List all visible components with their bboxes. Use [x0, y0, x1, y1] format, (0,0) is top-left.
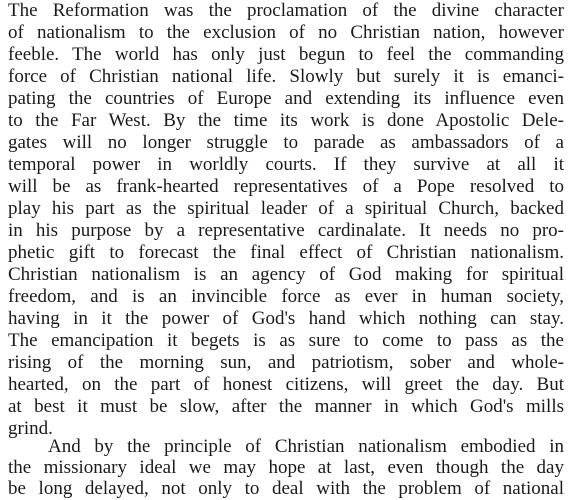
text-line: having in it the power of God's hand which nothing can stay.: [8, 308, 564, 329]
text-line: And by the principle of Christian nationalism embodied in: [48, 436, 564, 457]
text-line: will be as frank-hearted representatives of a Pope resolved to: [8, 176, 564, 197]
text-line: The emancipation it begets is as sure to come to pass as the: [8, 330, 564, 351]
text-line: to the Far West. By the time its work is done Apostolic Dele-: [8, 110, 564, 131]
text-line: gates will no longer struggle to parade as ambassadors of a: [8, 132, 564, 153]
text-line: feeble. The world has only just begun to feel the commanding: [8, 44, 564, 65]
text-line: grind.: [8, 418, 53, 439]
text-line: hearted, on the part of honest citizens, will greet the day. But: [8, 374, 564, 395]
text-line: phetic gift to forecast the final effect of Christian nationalism.: [8, 242, 564, 263]
text-line: rising of the morning sun, and patriotism, sober and whole-: [8, 352, 564, 373]
text-line: freedom, and is an invincible force as ever in human society,: [8, 286, 564, 307]
text-line: Christian nationalism is an agency of God making for spiritual: [8, 264, 564, 285]
text-line: be long delayed, not only to deal with the problem of national: [8, 478, 564, 499]
text-line: of nationalism to the exclusion of no Christian nation, however: [8, 22, 564, 43]
text-line: temporal power in worldly courts. If they survive at all it: [8, 154, 564, 175]
text-line: play his part as the spiritual leader of a spiritual Church, backed: [8, 198, 564, 219]
text-line: the missionary ideal we may hope at last, even though the day: [8, 457, 564, 478]
text-line: pating the countries of Europe and extending its influence even: [8, 88, 564, 109]
text-line: force of Christian national life. Slowly but surely it is emanci-: [8, 66, 564, 87]
text-line: in his purpose by a representative cardinalate. It needs no pro-: [8, 220, 564, 241]
text-line: at best it must be slow, after the manner in which God's mills: [8, 396, 564, 417]
text-line: The Reformation was the proclamation of the divine character: [8, 0, 564, 21]
